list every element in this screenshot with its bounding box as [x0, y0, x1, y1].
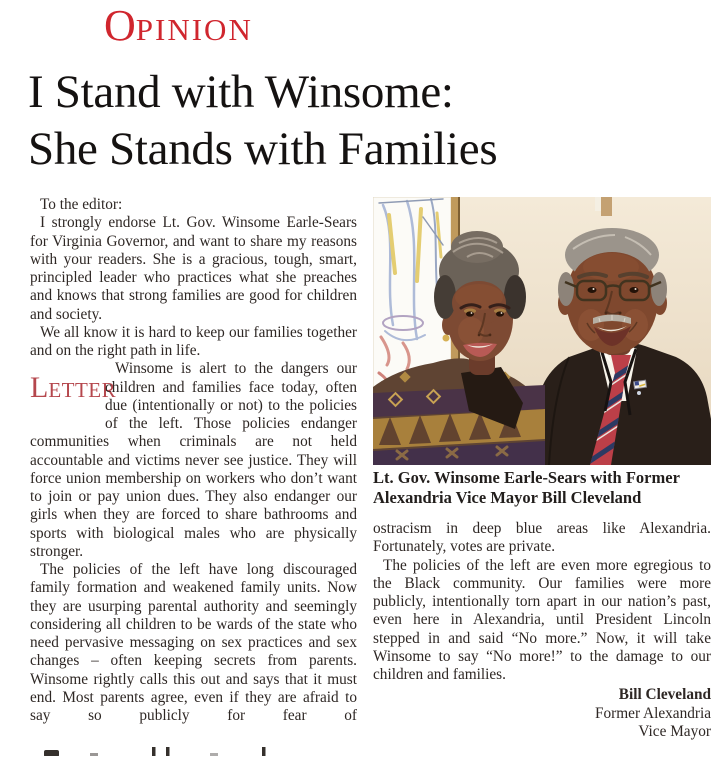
right-column-text: [373, 520, 711, 684]
salutation: To the editor:: [40, 196, 123, 213]
section-label-initial: O: [104, 1, 136, 50]
paragraph-ostracism: ostracism in deep blue areas like Alexandria. Fortunately, votes are private.: [373, 520, 711, 556]
paragraph-endorse: I strongly endorse Lt. Gov. Winsome Earle-Sears for Virginia Governor, and want to share my reasons with your readers. She is a gracious, tough, smart, principled leader who practices what she preaches and knows that strong families are good for children and society.: [30, 214, 357, 323]
photo-caption: [373, 468, 711, 507]
caption-line2: Alexandria Vice Mayor Bill Cleveland: [373, 487, 642, 507]
earring-icon: [443, 335, 450, 342]
paragraph-policies: The policies of the left have long discouraged family formation and weakened family units. Now they are usurping parental authority and seemingly considering all children to be wards of the state who need pervasive messaging on sex practices and sex changes – often keeping secrets from parents. Winsome rightly calls this out and says that it must end. Most parents agree, even if they are afraid to say so publicly for fear of: [30, 561, 357, 724]
section-label: [104, 1, 253, 50]
letter-badge: [30, 360, 117, 430]
signature-name: Bill Cleveland: [618, 686, 711, 704]
right-column: [373, 197, 711, 741]
caption-line1: Lt. Gov. Winsome Earle-Sears with Former: [373, 468, 680, 487]
article-headline: [28, 64, 688, 178]
paragraph-egregious: The policies of the left are even more egregious to the Black community. Our families were more publicly, intentionally torn apart in our nation’s past, even here in Alexandria, until President Lincoln stepped in and said “No more.” Now, it will take Winsome to say “No more!” to the damage to our children and families.: [373, 556, 711, 683]
paragraph-dangers-text: Winsome is alert to the dangers our children and families face today, often due (intentionally or not) to the policies of the left. Those policies endanger communities when criminals are not held accountable and victims never see justice. They will force union membership on workers who don’t want to join or pay union dues. They also endanger our girls when they are forced to share bathrooms and sports with biological males who are physically stronger.: [30, 360, 357, 560]
letter-badge-rest: ETTER: [48, 378, 117, 403]
letter-badge-initial: L: [30, 371, 49, 405]
paragraph-families: We all know it is hard to keep our families together and on the right path in life.: [30, 323, 357, 359]
headline-line1: I Stand with Winsome:: [28, 66, 454, 118]
photo-winsome-cleveland: [373, 197, 711, 465]
paragraph-letter-wrap: [30, 360, 357, 561]
section-label-rest: PINION: [135, 12, 253, 47]
signature-block: [373, 686, 711, 741]
signature-title-2: Vice Mayor: [638, 722, 711, 740]
cropped-next-line-fragment: [30, 745, 330, 756]
headline-line2: She Stands with Families: [28, 123, 498, 175]
left-column: [30, 196, 357, 725]
signature-title-1: Former Alexandria: [595, 704, 711, 722]
